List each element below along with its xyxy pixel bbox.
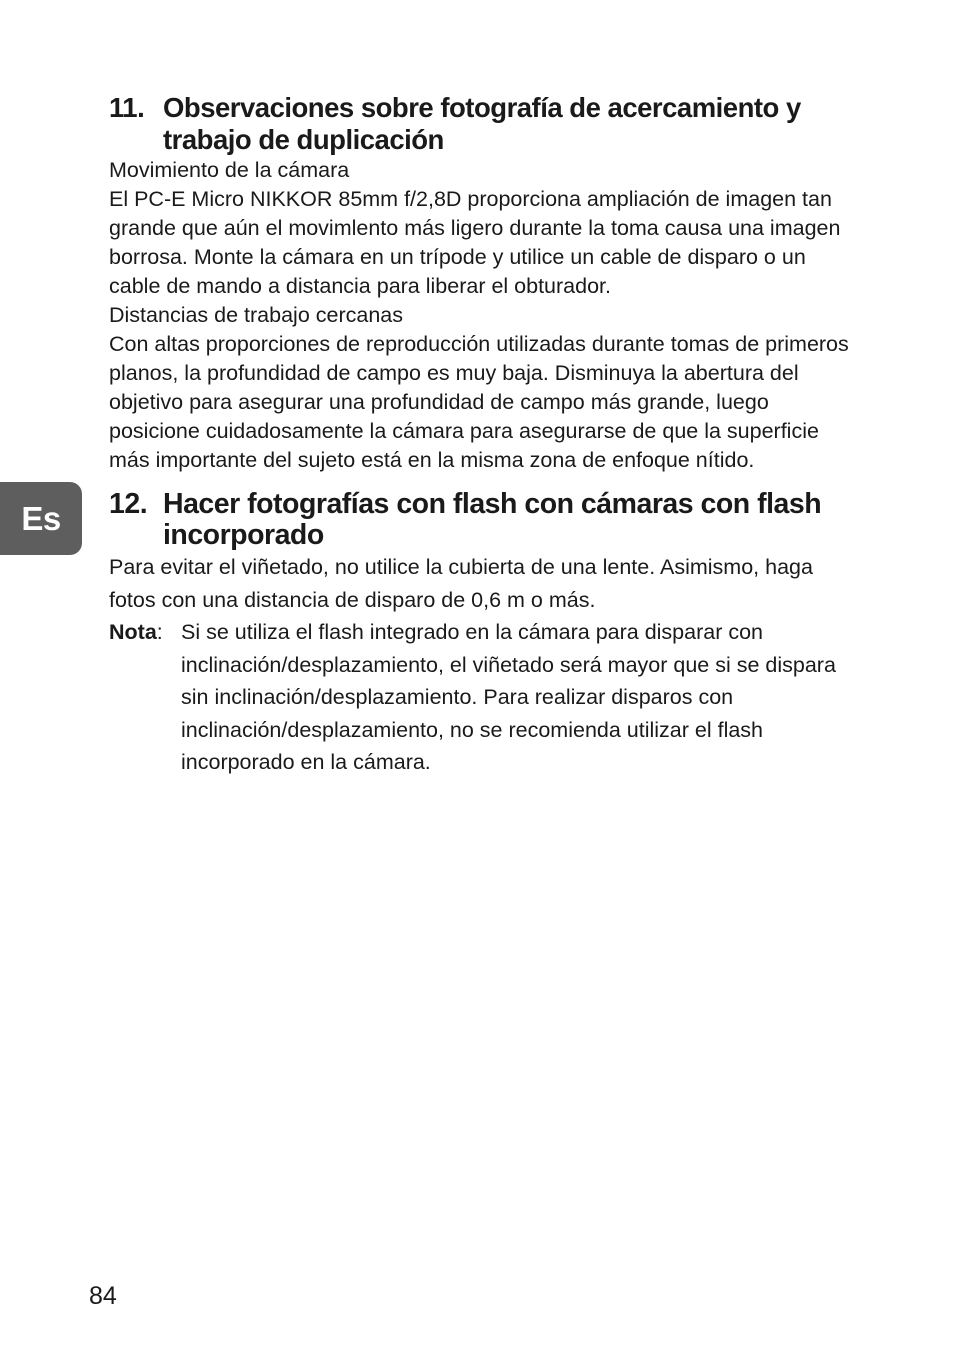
camera-movement-subheading: Movimiento de la cámara [109, 158, 350, 182]
note-text: Si se utiliza el flash integrado en la cámara para disparar con inclinación/desplazamiento, el viñetado será mayor que si se dispara sin inclinación/desplazamiento. Para realizar disparos con inclinación/desplazamiento, no se recomienda utilizar el flash incorporado en la cámara. [181, 620, 836, 774]
working-distance-paragraph: Con altas proporciones de reproducción utilizadas durante tomas de primeros planos, la profundidad de campo es muy baja. Disminuya la abertura del objetivo para asegurar una profundidad de campo más grande, luego posicione cuidadosamente la cámara para asegurarse de que la superficie más importante del sujeto está en la misma zona de enfoque nítido. [109, 332, 849, 472]
note-label-group [109, 616, 181, 779]
page-number: 84 [89, 1282, 117, 1310]
note-separator: : [156, 620, 163, 644]
language-tab-label: Es [21, 499, 61, 537]
flash-note [109, 616, 849, 779]
section-11-heading [109, 92, 849, 156]
camera-movement-paragraph: El PC-E Micro NIKKOR 85mm f/2,8D proporciona ampliación de imagen tan grande que aún el movimlento más ligero durante la toma causa una imagen borrosa. Monte la cámara en un trípode y utilice un cable de disparo o un cable de mando a distancia para liberar el obturador. [109, 187, 841, 298]
section-11-title: Observaciones sobre fotografía de acercamiento y trabajo de duplicación [163, 92, 801, 155]
note-label: Nota [109, 620, 157, 644]
page-content [109, 92, 849, 779]
section-11-number: 11. [109, 92, 145, 123]
flash-paragraph: Para evitar el viñetado, no utilice la cubierta de una lente. Asimismo, haga fotos con una distancia de disparo de 0,6 m o más. [109, 555, 813, 612]
working-distance-subheading: Distancias de trabajo cercanas [109, 303, 403, 327]
language-tab [0, 482, 82, 555]
section-12-heading [109, 489, 849, 551]
section-12-number: 12. [109, 488, 148, 520]
section-12-title: Hacer fotografías con flash con cámaras con flash incorporado [163, 488, 822, 551]
